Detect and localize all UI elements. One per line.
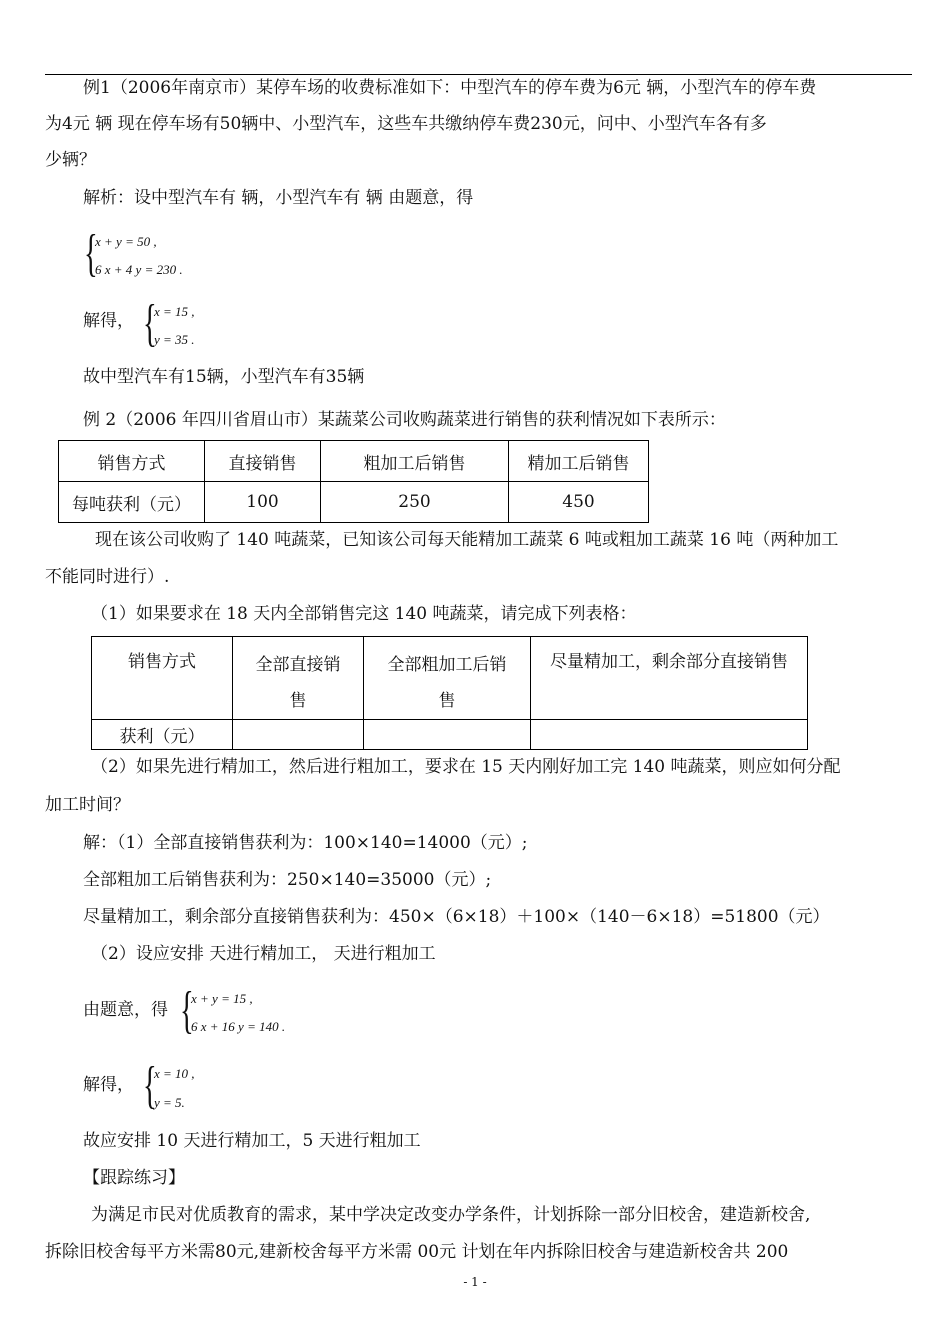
brace-icon: {: [143, 1057, 157, 1114]
equation-1a: x + y = 50 ,: [95, 234, 157, 249]
table-header-cell: 销售方式: [92, 637, 233, 720]
example1-solve-label: 解得，: [83, 311, 134, 331]
table-header-cell: 直接销售: [205, 441, 321, 482]
equation-1b: 6 x + 4 y = 230 .: [95, 262, 183, 277]
table-cell: 100: [205, 482, 321, 523]
table-header-cell: 销售方式: [59, 441, 205, 482]
table-cell: 每吨获利（元）: [59, 482, 205, 523]
header-text: 全部直接销: [255, 655, 341, 675]
equation-3b: 6 x + 16 y = 140 .: [191, 1019, 286, 1034]
example1-line3: 少辆？: [45, 150, 96, 170]
table-header-cell: 粗加工后销售: [321, 441, 509, 482]
solution-line4: （2）设应安排 天进行精加工， 天进行粗加工: [91, 944, 436, 964]
table-cell-empty: [233, 720, 364, 750]
brace-icon: {: [180, 982, 194, 1039]
header-rule: [45, 74, 912, 75]
solution-line1: 解：（1）全部直接销售获利为：100×140=14000（元）;: [83, 833, 528, 853]
table-cell: 获利（元）: [92, 720, 233, 750]
by-question-label: 由题意，得: [83, 1000, 168, 1020]
example2-question2a: （2）如果先进行精加工，然后进行粗加工，要求在 15 天内刚好加工完 140 吨蔬菜，则应如何分配: [91, 757, 841, 777]
equation-2a: x = 15 ,: [154, 304, 195, 319]
header-text: 全部粗加工后销: [387, 655, 507, 675]
table-header-cell: [364, 637, 531, 720]
table-cell: 250: [321, 482, 509, 523]
table-header-cell: 尽量精加工，剩余部分直接销售: [531, 637, 808, 720]
table-cell-empty: [364, 720, 531, 750]
fill-in-table: [91, 636, 808, 750]
practice-heading: 【跟踪练习】: [83, 1168, 185, 1188]
equation-3a: x + y = 15 ,: [191, 991, 253, 1006]
solution-line3: 尽量精加工，剩余部分直接销售获利为：450×（6×18）＋100×（140－6×18）=51800（元）: [83, 907, 830, 927]
example2-question1: （1）如果要求在 18 天内全部销售完这 140 吨蔬菜，请完成下列表格：: [91, 604, 637, 624]
example2-conclusion: 故应安排 10 天进行精加工，5 天进行粗加工: [83, 1131, 421, 1151]
equation-4b: y = 5.: [154, 1095, 185, 1110]
example2-para2: 不能同时进行）.: [45, 567, 170, 587]
example1-line1: 例1（2006年南京市）某停车场的收费标准如下：中型汽车的停车费为6元 辆，小型汽车的停车费: [83, 78, 817, 98]
example2-intro: 例 2（2006 年四川省眉山市）某蔬菜公司收购蔬菜进行销售的获利情况如下表所示：: [83, 410, 726, 430]
example1-conclusion: 故中型汽车有15辆，小型汽车有35辆: [83, 367, 365, 387]
brace-icon: {: [84, 225, 98, 282]
example2-solve-label: 解得，: [83, 1075, 134, 1095]
example2-question2b: 加工时间？: [45, 795, 130, 815]
example1-analysis: 解析：设中型汽车有 辆，小型汽车有 辆 由题意，得: [83, 188, 474, 208]
table-header-cell: [233, 637, 364, 720]
profit-table: [58, 440, 649, 523]
table-header-cell: 精加工后销售: [509, 441, 649, 482]
practice-para1: 为满足市民对优质教育的需求，某中学决定改变办学条件，计划拆除一部分旧校舍，建造新校舍,: [91, 1205, 811, 1225]
equation-2b: y = 35 .: [154, 332, 195, 347]
example2-para1: 现在该公司收购了 140 吨蔬菜，已知该公司每天能精加工蔬菜 6 吨或粗加工蔬菜 16 吨（两种加工: [95, 530, 839, 550]
solution-line2: 全部粗加工后销售获利为：250×140=35000（元）;: [83, 870, 492, 890]
page-number: - 1 -: [463, 1275, 487, 1289]
brace-icon: {: [143, 295, 157, 352]
equation-4a: x = 10 ,: [154, 1066, 195, 1081]
practice-para2: 拆除旧校舍每平方米需80元,建新校舍每平方米需 00元 计划在年内拆除旧校舍与建造新校舍共 200: [45, 1242, 789, 1262]
table-cell-empty: [531, 720, 808, 750]
header-text: 售: [289, 691, 307, 711]
header-text: 售: [438, 691, 456, 711]
example1-line2: 为4元 辆 现在停车场有50辆中、小型汽车，这些车共缴纳停车费230元，问中、小型汽车各有多: [45, 114, 767, 134]
table-cell: 450: [509, 482, 649, 523]
